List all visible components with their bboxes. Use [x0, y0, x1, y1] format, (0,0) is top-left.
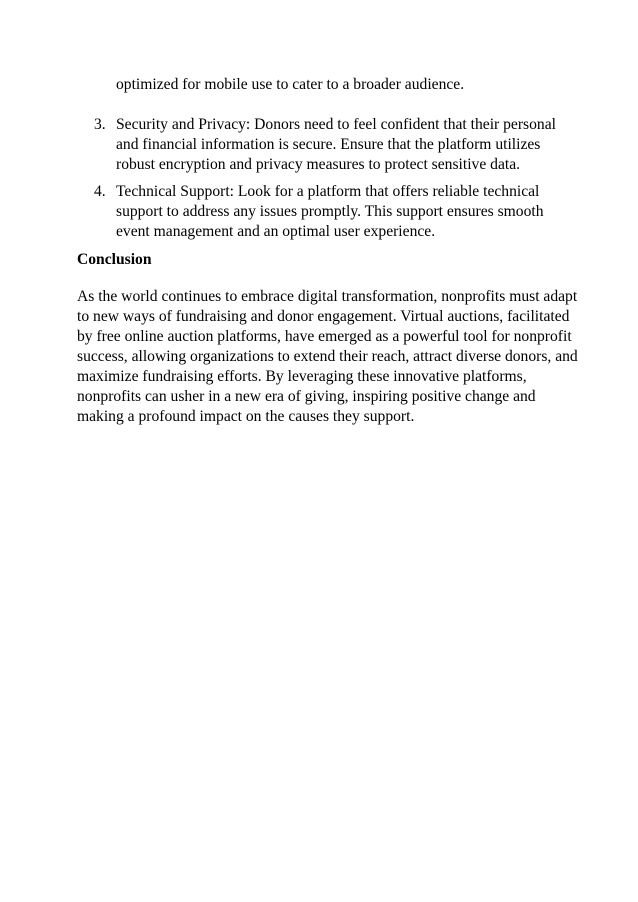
paragraph-line: by free online auction platforms, have emerged as a powerful tool for nonprofit	[77, 328, 572, 345]
paragraph-line: making a profound impact on the causes they support.	[77, 408, 415, 425]
list-continuation-line: optimized for mobile use to cater to a broader audience.	[116, 76, 465, 93]
list-item-line: robust encryption and privacy measures to protect sensitive data.	[116, 156, 521, 173]
list-item-security-privacy	[94, 115, 564, 175]
list-item-number: 3.	[94, 116, 106, 133]
list-item-line: Technical Support: Look for a platform that offers reliable technical	[116, 183, 540, 200]
paragraph-line: to new ways of fundraising and donor engagement. Virtual auctions, facilitated	[77, 308, 570, 325]
list-item-technical-support	[94, 182, 564, 242]
list-item-line: event management and an optimal user experience.	[116, 223, 436, 240]
paragraph-line: maximize fundraising efforts. By leveraging these innovative platforms,	[77, 368, 527, 385]
list-item-line: and financial information is secure. Ensure that the platform utilizes	[116, 136, 541, 153]
section-heading-conclusion: Conclusion	[77, 251, 152, 268]
list-item-line: Security and Privacy: Donors need to feel confident that their personal	[116, 116, 556, 133]
list-item-number: 4.	[94, 183, 106, 200]
list-item-body	[116, 182, 544, 242]
list-item-body	[116, 115, 556, 175]
conclusion-paragraph	[77, 287, 578, 427]
paragraph-line: nonprofits can usher in a new era of giving, inspiring positive change and	[77, 388, 536, 405]
paragraph-line: As the world continues to embrace digital transformation, nonprofits must adapt	[77, 288, 578, 305]
list-item-line: support to address any issues promptly. This support ensures smooth	[116, 203, 544, 220]
paragraph-line: success, allowing organizations to extend their reach, attract diverse donors, and	[77, 348, 578, 365]
